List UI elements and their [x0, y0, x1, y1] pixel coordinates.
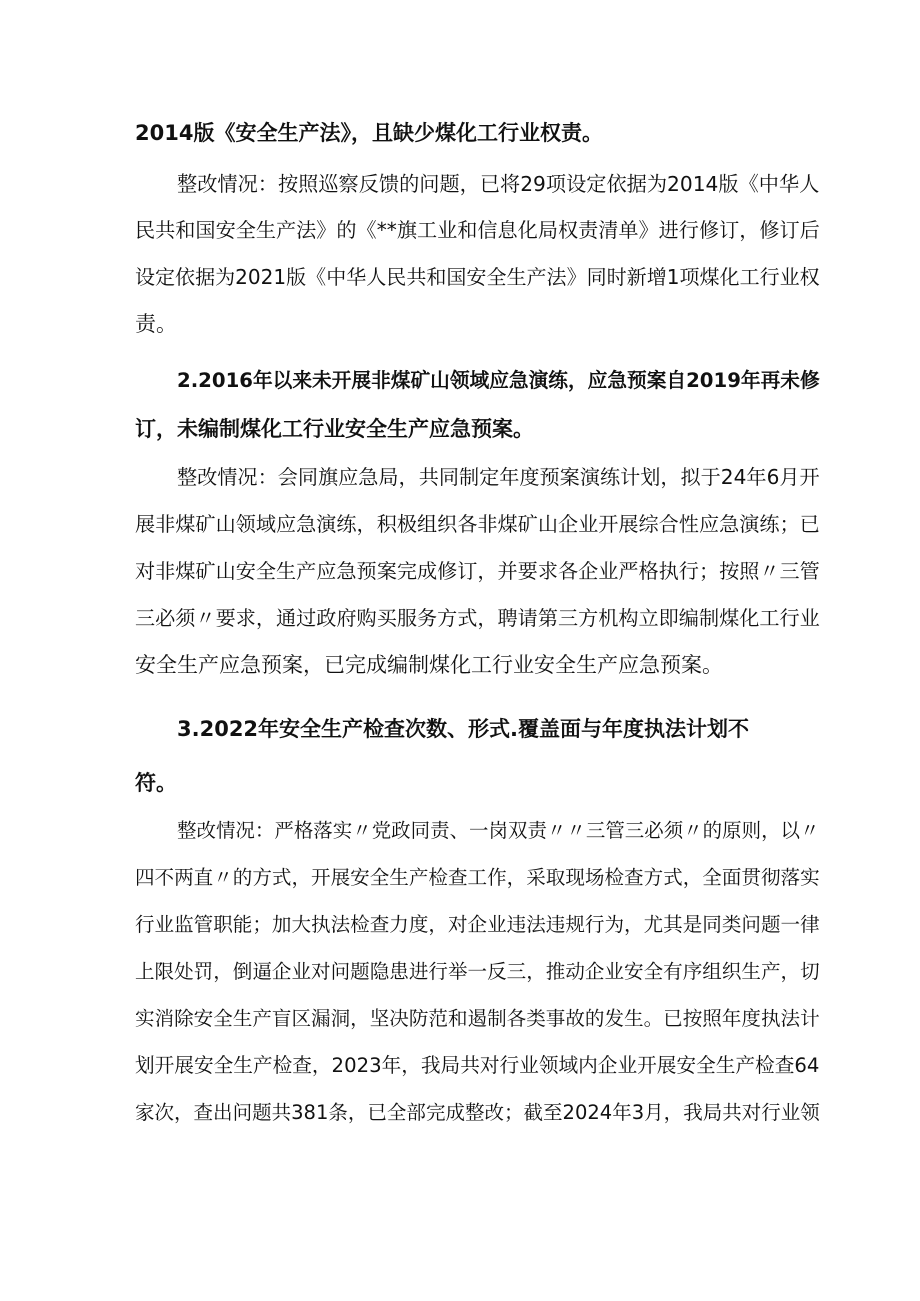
heading-line-1: 2014版《安全生产法》，且缺少煤化工行业权责。 — [135, 121, 603, 145]
heading-line-2: 2.2016年以来未开展非煤矿山领域应急演练，应急预案自2019年再未修 — [177, 369, 820, 392]
paragraph-line: 展非煤矿山领域应急演练，积极组织各非煤矿山企业开展综合性应急演练；已 — [135, 512, 820, 536]
heading-line-3: 3.2022年安全生产检查次数、形式.覆盖面与年度执法计划不 — [177, 717, 750, 741]
paragraph-line: 划开展安全生产检查，2023年，我局共对行业领域内企业开展安全生产检查64 — [135, 1054, 820, 1077]
paragraph-line: 三必须〃要求，通过政府购买服务方式，聘请第三方机构立即编制煤化工行业 — [135, 606, 820, 630]
paragraph-line: 四不两直〃的方式，开展安全生产检查工作，采取现场检查方式，全面贯彻落实 — [135, 866, 820, 889]
paragraph-line: 民共和国安全生产法》的《**旗工业和信息化局权责清单》进行修订，修订后 — [135, 218, 820, 242]
heading-line-3-cont: 符。 — [135, 771, 177, 795]
paragraph-line: 行业监管职能；加大执法检查力度，对企业违法违规行为，尤其是同类问题一律 — [135, 913, 820, 936]
paragraph-line: 对非煤矿山安全生产应急预案完成修订，并要求各企业严格执行；按照〃三管 — [135, 559, 820, 583]
paragraph-line: 家次，查出问题共381条，已全部完成整改；截至2024年3月，我局共对行业领 — [135, 1101, 820, 1124]
paragraph-line: 设定依据为2021版《中华人民共和国安全生产法》同时新增1项煤化工行业权 — [135, 265, 820, 289]
paragraph-line: 上限处罚，倒逼企业对问题隐患进行举一反三，推动企业安全有序组织生产，切 — [135, 960, 820, 983]
paragraph-line: 整改情况：按照巡察反馈的问题，已将29项设定依据为2014版《中华人 — [177, 172, 820, 196]
paragraph-line: 整改情况：严格落实〃党政同责、一岗双责〃〃三管三必须〃的原则，以〃 — [177, 819, 820, 842]
paragraph-line: 实消除安全生产盲区漏洞，坚决防范和遏制各类事故的发生。已按照年度执法计 — [135, 1007, 820, 1030]
paragraph-line: 安全生产应急预案，已完成编制煤化工行业安全生产应急预案。 — [135, 653, 723, 677]
heading-line-2-cont: 订，未编制煤化工行业安全生产应急预案。 — [135, 417, 534, 441]
paragraph-line: 整改情况：会同旗应急局，共同制定年度预案演练计划，拟于24年6月开 — [177, 465, 820, 489]
paragraph-line: 责。 — [135, 312, 177, 336]
